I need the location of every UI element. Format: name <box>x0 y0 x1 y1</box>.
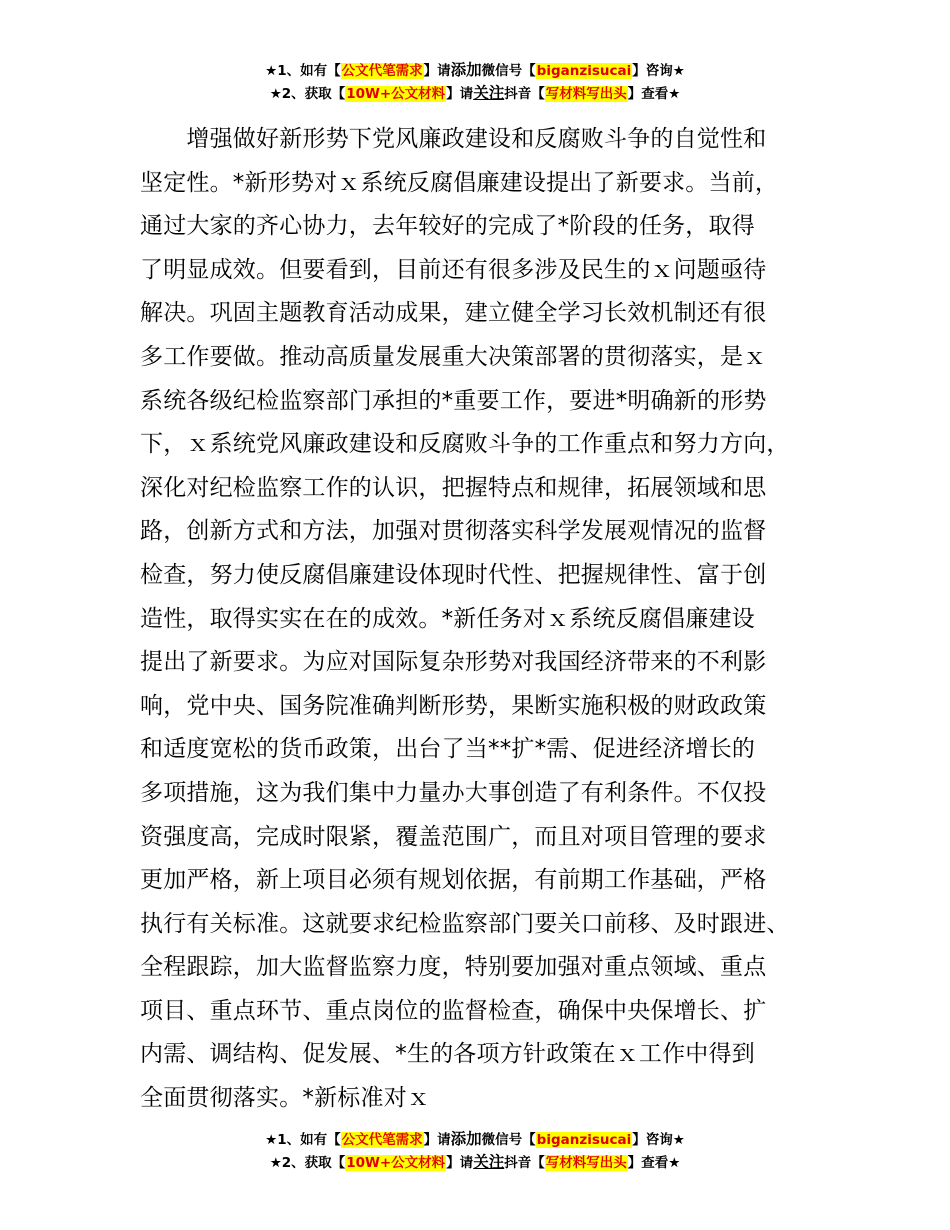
banner-text: 】请 <box>423 1132 451 1148</box>
banner-text: 微信号【 <box>481 63 536 79</box>
text-line: 多工作要做。推动高质量发展重大决策部署的贯彻落实，是ｘ <box>140 343 767 370</box>
highlight-wechat-id: biganzisucai <box>536 63 632 79</box>
banner-text: ★2、获取【 <box>269 86 346 102</box>
text-line: 多项措施，这为我们集中力量办大事创造了有利条件。不仅投 <box>140 779 767 806</box>
banner-line-1 <box>0 1128 950 1151</box>
banner-line-1 <box>0 59 950 82</box>
highlight-douyin-account: 写材料写出头 <box>545 86 627 102</box>
banner-text: ★1、如有【 <box>265 1132 341 1148</box>
text-line: 响，党中央、国务院准确判断形势，果断实施积极的财政政策 <box>140 692 767 719</box>
footer-banner <box>0 1128 950 1174</box>
text-line: 和适度宽松的货币政策，出台了当**扩*需、促进经济增长的 <box>140 736 756 763</box>
highlight-materials: 10W+公文材料 <box>346 1155 446 1171</box>
banner-text: 抖音【 <box>504 86 545 102</box>
banner-line-2 <box>0 1151 950 1174</box>
banner-emphasis: 关注 <box>473 1153 505 1171</box>
banner-emphasis: 关注 <box>473 84 505 102</box>
text-line: 增强做好新形势下党风廉政建设和反腐败斗争的自觉性和 <box>140 126 767 152</box>
banner-text: 】咨询★ <box>632 63 685 79</box>
text-line: 下，ｘ系统党风廉政建设和反腐败斗争的工作重点和努力方向， <box>140 431 790 458</box>
banner-text: 】查看★ <box>627 86 681 102</box>
banner-text: ★2、获取【 <box>269 1155 346 1171</box>
highlight-wechat-id: biganzisucai <box>536 1132 632 1148</box>
text-line: 内需、调结构、促发展、*生的各项方针政策在ｘ工作中得到 <box>140 1041 755 1068</box>
banner-text: 】请 <box>423 63 451 79</box>
banner-emphasis: 添加 <box>450 61 482 79</box>
document-body <box>140 118 820 1121</box>
text-line: 通过大家的齐心协力，去年较好的完成了*阶段的任务，取得 <box>140 213 755 240</box>
text-line: 检查，努力使反腐倡廉建设体现时代性、把握规律性、富于创 <box>140 561 767 588</box>
text-line: 造性，取得实实在在的成效。*新任务对ｘ系统反腐倡廉建设 <box>140 605 755 632</box>
text-line: 执行有关标准。这就要求纪检监察部门要关口前移、及时跟进、 <box>140 910 790 937</box>
text-line: 项目、重点环节、重点岗位的监督检查，确保中央保增长、扩 <box>140 997 767 1024</box>
banner-text: 】请 <box>446 86 474 102</box>
highlight-materials: 10W+公文材料 <box>346 86 446 102</box>
banner-text: ★1、如有【 <box>265 63 341 79</box>
text-line: 提出了新要求。为应对国际复杂形势对我国经济带来的不利影 <box>140 649 767 676</box>
banner-text: 】咨询★ <box>632 1132 685 1148</box>
banner-emphasis: 添加 <box>450 1130 482 1148</box>
highlight-service: 公文代笔需求 <box>341 1132 423 1148</box>
banner-text: 抖音【 <box>504 1155 545 1171</box>
text-line: 深化对纪检监察工作的认识，把握特点和规律，拓展领域和思 <box>140 474 767 501</box>
text-line: 更加严格，新上项目必须有规划依据，有前期工作基础，严格 <box>140 867 767 894</box>
highlight-service: 公文代笔需求 <box>341 63 423 79</box>
text-line: 坚定性。*新形势对ｘ系统反腐倡廉建设提出了新要求。当前， <box>140 169 779 196</box>
text-line: 了明显成效。但要看到，目前还有很多涉及民生的ｘ问题亟待 <box>140 256 767 283</box>
text-line: 解决。巩固主题教育活动成果，建立健全学习长效机制还有很 <box>140 300 767 327</box>
highlight-douyin-account: 写材料写出头 <box>545 1155 627 1171</box>
text-line: 全程跟踪，加大监督监察力度，特别要加强对重点领域、重点 <box>140 954 767 981</box>
text-line: 资强度高，完成时限紧，覆盖范围广，而且对项目管理的要求 <box>140 823 767 850</box>
header-banner <box>0 59 950 105</box>
text-line: 系统各级纪检监察部门承担的*重要工作，要进*明确新的形势 <box>140 387 767 414</box>
banner-text: 微信号【 <box>481 1132 536 1148</box>
banner-line-2 <box>0 82 950 105</box>
banner-text: 】请 <box>446 1155 474 1171</box>
banner-text: 】查看★ <box>627 1155 681 1171</box>
text-line: 全面贯彻落实。*新标准对ｘ <box>140 1085 431 1112</box>
text-line: 路，创新方式和方法，加强对贯彻落实科学发展观情况的监督 <box>140 518 767 545</box>
